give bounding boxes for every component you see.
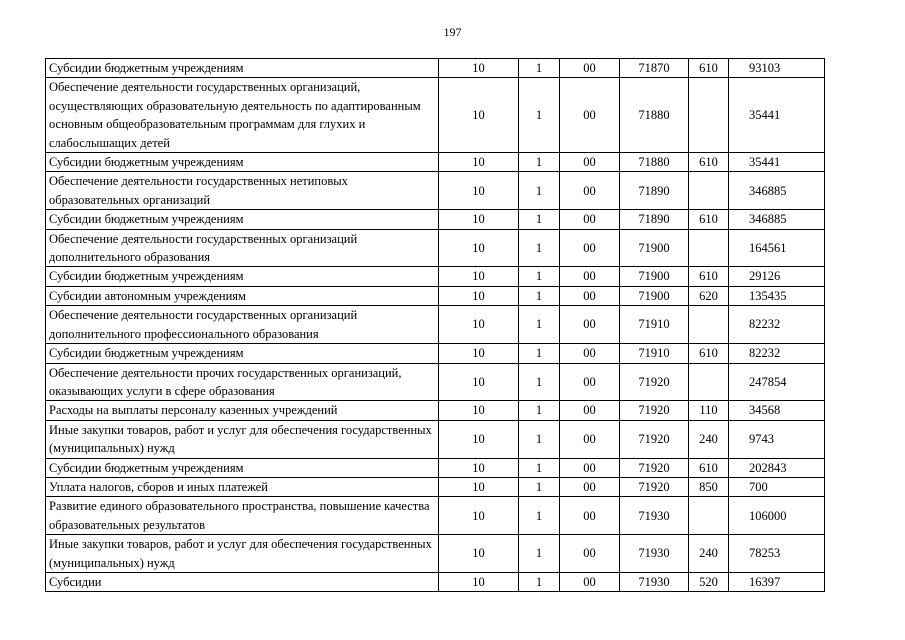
item-name-cell: Субсидии бюджетным учреждениям <box>46 267 439 286</box>
table-row <box>46 267 825 286</box>
amount-cell: 247854 <box>729 363 825 401</box>
target-article-cell: 71910 <box>620 306 689 344</box>
target-article-cell: 71920 <box>620 420 689 458</box>
program-code-cell: 00 <box>560 172 620 210</box>
program-code-cell: 00 <box>560 78 620 153</box>
program-code-cell: 00 <box>560 210 620 229</box>
item-name-cell: Иные закупки товаров, работ и услуг для обеспечения государственных (муниципальных) нужд <box>46 535 439 573</box>
section-code-cell: 10 <box>439 458 519 477</box>
program-code-cell: 00 <box>560 153 620 172</box>
table-row <box>46 401 825 420</box>
target-article-cell: 71880 <box>620 78 689 153</box>
amount-cell: 164561 <box>729 229 825 267</box>
amount-cell: 700 <box>729 477 825 496</box>
expense-type-cell: 520 <box>689 572 729 591</box>
section-code-cell: 10 <box>439 420 519 458</box>
expense-type-cell <box>689 172 729 210</box>
table-row <box>46 477 825 496</box>
target-article-cell: 71890 <box>620 172 689 210</box>
table-row <box>46 458 825 477</box>
program-code-cell: 00 <box>560 535 620 573</box>
program-code-cell: 00 <box>560 477 620 496</box>
section-code-cell: 10 <box>439 229 519 267</box>
amount-cell: 346885 <box>729 172 825 210</box>
target-article-cell: 71880 <box>620 153 689 172</box>
section-code-cell: 10 <box>439 401 519 420</box>
program-code-cell: 00 <box>560 458 620 477</box>
target-article-cell: 71920 <box>620 363 689 401</box>
program-code-cell: 00 <box>560 363 620 401</box>
amount-cell: 346885 <box>729 210 825 229</box>
item-name-cell: Обеспечение деятельности государственных организаций дополнительного образования <box>46 229 439 267</box>
target-article-cell: 71930 <box>620 535 689 573</box>
amount-cell: 34568 <box>729 401 825 420</box>
item-name-cell: Субсидии бюджетным учреждениям <box>46 59 439 78</box>
amount-cell: 93103 <box>729 59 825 78</box>
target-article-cell: 71910 <box>620 344 689 363</box>
item-name-cell: Развитие единого образовательного пространства, повышение качества образовательных результатов <box>46 497 439 535</box>
subsection-code-cell: 1 <box>519 306 560 344</box>
amount-cell: 106000 <box>729 497 825 535</box>
subsection-code-cell: 1 <box>519 267 560 286</box>
table-row <box>46 572 825 591</box>
table-row <box>46 535 825 573</box>
subsection-code-cell: 1 <box>519 401 560 420</box>
expense-type-cell: 610 <box>689 153 729 172</box>
program-code-cell: 00 <box>560 401 620 420</box>
item-name-cell: Субсидии <box>46 572 439 591</box>
program-code-cell: 00 <box>560 286 620 305</box>
amount-cell: 9743 <box>729 420 825 458</box>
subsection-code-cell: 1 <box>519 344 560 363</box>
table-row <box>46 306 825 344</box>
amount-cell: 135435 <box>729 286 825 305</box>
section-code-cell: 10 <box>439 78 519 153</box>
table-row <box>46 363 825 401</box>
expense-type-cell <box>689 229 729 267</box>
section-code-cell: 10 <box>439 210 519 229</box>
item-name-cell: Обеспечение деятельности государственных организаций, осуществляющих образовательную деятельность по адаптированным основным общеобразовательным программам для глухих и слабослышащих детей <box>46 78 439 153</box>
subsection-code-cell: 1 <box>519 420 560 458</box>
expense-type-cell: 850 <box>689 477 729 496</box>
item-name-cell: Субсидии бюджетным учреждениям <box>46 458 439 477</box>
table-row <box>46 497 825 535</box>
target-article-cell: 71930 <box>620 497 689 535</box>
item-name-cell: Обеспечение деятельности государственных нетиповых образовательных организаций <box>46 172 439 210</box>
table-row <box>46 153 825 172</box>
section-code-cell: 10 <box>439 572 519 591</box>
expense-type-cell: 610 <box>689 267 729 286</box>
section-code-cell: 10 <box>439 59 519 78</box>
target-article-cell: 71900 <box>620 229 689 267</box>
amount-cell: 202843 <box>729 458 825 477</box>
page-number: 197 <box>443 25 462 39</box>
program-code-cell: 00 <box>560 497 620 535</box>
expense-type-cell <box>689 363 729 401</box>
target-article-cell: 71920 <box>620 477 689 496</box>
item-name-cell: Расходы на выплаты персоналу казенных учреждений <box>46 401 439 420</box>
target-article-cell: 71870 <box>620 59 689 78</box>
section-code-cell: 10 <box>439 363 519 401</box>
table-row <box>46 420 825 458</box>
expense-type-cell: 610 <box>689 210 729 229</box>
budget-table <box>45 58 825 592</box>
expense-type-cell: 110 <box>689 401 729 420</box>
expense-type-cell <box>689 497 729 535</box>
item-name-cell: Субсидии автономным учреждениям <box>46 286 439 305</box>
expense-type-cell: 610 <box>689 458 729 477</box>
expense-type-cell: 610 <box>689 344 729 363</box>
program-code-cell: 00 <box>560 59 620 78</box>
subsection-code-cell: 1 <box>519 153 560 172</box>
section-code-cell: 10 <box>439 497 519 535</box>
section-code-cell: 10 <box>439 306 519 344</box>
subsection-code-cell: 1 <box>519 286 560 305</box>
subsection-code-cell: 1 <box>519 535 560 573</box>
table-row <box>46 172 825 210</box>
table-row <box>46 344 825 363</box>
subsection-code-cell: 1 <box>519 59 560 78</box>
target-article-cell: 71900 <box>620 267 689 286</box>
target-article-cell: 71920 <box>620 458 689 477</box>
section-code-cell: 10 <box>439 172 519 210</box>
target-article-cell: 71890 <box>620 210 689 229</box>
subsection-code-cell: 1 <box>519 172 560 210</box>
target-article-cell: 71930 <box>620 572 689 591</box>
program-code-cell: 00 <box>560 229 620 267</box>
program-code-cell: 00 <box>560 344 620 363</box>
subsection-code-cell: 1 <box>519 477 560 496</box>
subsection-code-cell: 1 <box>519 497 560 535</box>
table-body <box>46 59 825 592</box>
program-code-cell: 00 <box>560 420 620 458</box>
amount-cell: 35441 <box>729 78 825 153</box>
program-code-cell: 00 <box>560 306 620 344</box>
program-code-cell: 00 <box>560 267 620 286</box>
item-name-cell: Иные закупки товаров, работ и услуг для обеспечения государственных (муниципальных) нужд <box>46 420 439 458</box>
item-name-cell: Субсидии бюджетным учреждениям <box>46 344 439 363</box>
expense-type-cell <box>689 306 729 344</box>
section-code-cell: 10 <box>439 535 519 573</box>
item-name-cell: Субсидии бюджетным учреждениям <box>46 210 439 229</box>
amount-cell: 29126 <box>729 267 825 286</box>
expense-type-cell <box>689 78 729 153</box>
section-code-cell: 10 <box>439 286 519 305</box>
expense-type-cell: 240 <box>689 535 729 573</box>
section-code-cell: 10 <box>439 153 519 172</box>
item-name-cell: Обеспечение деятельности государственных организаций дополнительного профессионального образования <box>46 306 439 344</box>
expense-type-cell: 240 <box>689 420 729 458</box>
target-article-cell: 71920 <box>620 401 689 420</box>
section-code-cell: 10 <box>439 267 519 286</box>
table-row <box>46 59 825 78</box>
amount-cell: 82232 <box>729 306 825 344</box>
amount-cell: 16397 <box>729 572 825 591</box>
subsection-code-cell: 1 <box>519 572 560 591</box>
expense-type-cell: 620 <box>689 286 729 305</box>
table-row <box>46 78 825 153</box>
item-name-cell: Обеспечение деятельности прочих государственных организаций, оказывающих услуги в сфере образования <box>46 363 439 401</box>
target-article-cell: 71900 <box>620 286 689 305</box>
item-name-cell: Субсидии бюджетным учреждениям <box>46 153 439 172</box>
subsection-code-cell: 1 <box>519 458 560 477</box>
subsection-code-cell: 1 <box>519 78 560 153</box>
item-name-cell: Уплата налогов, сборов и иных платежей <box>46 477 439 496</box>
amount-cell: 35441 <box>729 153 825 172</box>
amount-cell: 82232 <box>729 344 825 363</box>
table-row <box>46 210 825 229</box>
program-code-cell: 00 <box>560 572 620 591</box>
table-row <box>46 229 825 267</box>
subsection-code-cell: 1 <box>519 363 560 401</box>
subsection-code-cell: 1 <box>519 210 560 229</box>
subsection-code-cell: 1 <box>519 229 560 267</box>
section-code-cell: 10 <box>439 344 519 363</box>
amount-cell: 78253 <box>729 535 825 573</box>
expense-type-cell: 610 <box>689 59 729 78</box>
section-code-cell: 10 <box>439 477 519 496</box>
table-row <box>46 286 825 305</box>
